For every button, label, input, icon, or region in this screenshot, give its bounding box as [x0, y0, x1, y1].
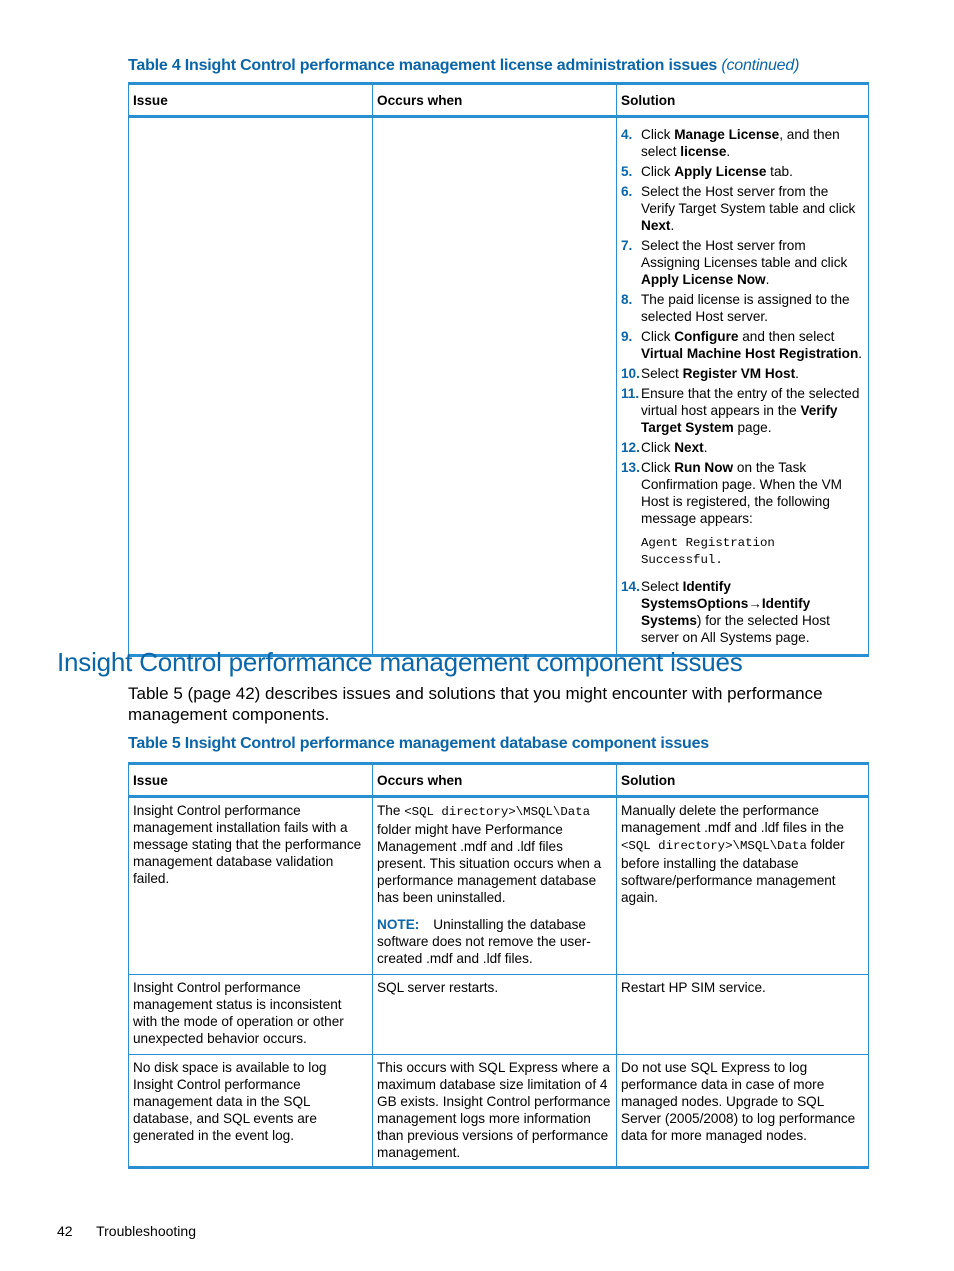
- step-number: 8.: [621, 292, 633, 307]
- step-number: 11.: [621, 386, 640, 401]
- ui-term: Verify Target System: [641, 403, 838, 435]
- step-text: [641, 385, 864, 436]
- issue-cell: Insight Control performance management status is inconsistent with the mode of operation or other unexpected behavior occurs.: [129, 975, 373, 1055]
- ui-term: Next: [641, 218, 671, 233]
- table5-caption: Table 5 Insight Control performance management database component issues: [128, 735, 709, 752]
- table5-header-solution: Solution: [617, 764, 869, 797]
- ui-term: Identify Systems: [641, 579, 731, 611]
- table-row: [129, 1055, 869, 1168]
- note-text: Uninstalling the database software does not remove the user-created .mdf and .ldf files.: [377, 917, 591, 966]
- solution-text-pre: Manually delete the performance management .mdf and .ldf files in the: [621, 803, 844, 835]
- ui-term: Manage License: [674, 127, 780, 142]
- step-text-fragment: page.: [733, 420, 772, 435]
- table4-continued: (continued): [721, 57, 800, 74]
- table4-header-occurs: Occurs when: [373, 84, 617, 117]
- table4-header-issue: Issue: [129, 84, 373, 117]
- list-item: [621, 126, 864, 160]
- step-text-fragment: .: [726, 144, 731, 159]
- step-text: [641, 328, 864, 362]
- occurs-text-pre: The: [377, 803, 405, 818]
- ui-term: Register VM Host: [682, 366, 796, 381]
- ui-term: Run Now: [674, 460, 734, 475]
- list-item: [621, 459, 864, 575]
- table4: [128, 82, 869, 657]
- step-text: [641, 237, 864, 288]
- step-text: [641, 183, 864, 234]
- section-intro: Table 5 (page 42) describes issues and solutions that you might encounter with performance management components.: [128, 684, 823, 724]
- table4-caption: [128, 56, 799, 76]
- step-text: [641, 163, 864, 180]
- step-number: 9.: [621, 329, 633, 344]
- list-item: [621, 183, 864, 234]
- ui-term: Next: [674, 440, 704, 455]
- list-item: [621, 385, 864, 436]
- step-text-fragment: .: [765, 272, 770, 287]
- step-text-fragment: Select the Host server from Assigning Licenses table and click: [641, 238, 848, 270]
- table4-caption-text: Table 4 Insight Control performance management license administration issues: [128, 57, 718, 74]
- step-text-fragment: →: [748, 596, 762, 611]
- solution-cell: Do not use SQL Express to log performance data in case of more managed nodes. Upgrade to SQL Server (2005/2008) to log performance data for more managed nodes.: [617, 1055, 869, 1168]
- ui-term: Identify Systems: [641, 596, 811, 628]
- table5: [128, 762, 869, 1169]
- table4-issue-cell: [129, 117, 373, 656]
- table-row: [129, 797, 869, 975]
- list-item: [621, 237, 864, 288]
- step-text-fragment: .: [703, 440, 708, 455]
- step-text-fragment: Click: [641, 440, 675, 455]
- step-text-fragment: .: [795, 366, 799, 381]
- ui-term: Options: [696, 596, 749, 611]
- note: [377, 916, 612, 967]
- step-text-fragment: The paid license is assigned to the selected Host server.: [641, 292, 850, 324]
- sql-directory-path: <SQL directory>\MSQL\Data: [621, 839, 807, 853]
- table4-occurs-cell: [373, 117, 617, 656]
- note-label: NOTE:: [377, 917, 420, 932]
- step-text-fragment: Select: [641, 366, 683, 381]
- step-text-fragment: .: [858, 346, 863, 361]
- issue-cell: No disk space is available to log Insight Control performance management data in the SQL database, and SQL events are generated in the event log.: [129, 1055, 373, 1168]
- section-title: Insight Control performance management component issues: [57, 647, 743, 677]
- step-text-fragment: Select: [641, 579, 683, 594]
- step-number: 7.: [621, 238, 633, 253]
- table4-header-solution: Solution: [617, 84, 869, 117]
- solution-cell: Restart HP SIM service.: [617, 975, 869, 1055]
- step-number: 14.: [621, 579, 640, 594]
- list-item: [621, 365, 864, 382]
- list-item: [621, 291, 864, 325]
- step-text-fragment: Select the Host server from the Verify Target System table and click: [641, 184, 856, 216]
- step-text-fragment: and then select: [738, 329, 835, 344]
- step-text-fragment: ) for the selected Host server on All Systems page.: [641, 613, 830, 645]
- chapter-name: Troubleshooting: [96, 1223, 196, 1239]
- step-number: 5.: [621, 164, 633, 179]
- ui-term: Virtual Machine Host Registration: [641, 346, 859, 361]
- step-text-fragment: on the Task Confirmation page. When the VM Host is registered, the following message appears:: [641, 460, 842, 526]
- solution-steps-list: [621, 126, 864, 646]
- solution-text-post: folder before installing the database software/performance management again.: [621, 837, 845, 905]
- ui-term: license: [680, 144, 727, 159]
- list-item: [621, 439, 864, 456]
- step-number: 4.: [621, 127, 633, 142]
- step-text: [641, 365, 864, 382]
- step-text-fragment: Click: [641, 164, 675, 179]
- step-text-fragment: tab.: [766, 164, 793, 179]
- step-text: [641, 439, 864, 456]
- step-text: [641, 126, 864, 160]
- step-text: [641, 459, 864, 575]
- occurs-cell: [373, 797, 617, 975]
- step-text-fragment: Ensure that the entry of the selected virtual host appears in the: [641, 386, 860, 418]
- list-item: [621, 163, 864, 180]
- table4-solution-cell: [617, 117, 869, 656]
- step-text-fragment: , and then select: [641, 127, 840, 159]
- step-text-fragment: Click: [641, 127, 675, 142]
- step-number: 12.: [621, 440, 640, 455]
- list-item: [621, 578, 864, 646]
- step-number: 13.: [621, 460, 640, 475]
- table5-header-issue: Issue: [129, 764, 373, 797]
- ui-term: Apply License: [674, 164, 767, 179]
- step-text: [641, 578, 864, 646]
- sql-directory-path: <SQL directory>\MSQL\Data: [404, 805, 591, 819]
- issue-cell: Insight Control performance management installation fails with a message stating that the performance management database validation failed.: [129, 797, 373, 975]
- step-number: 10.: [621, 366, 640, 381]
- step-text-fragment: Click: [641, 329, 675, 344]
- occurs-text-post: folder might have Performance Management .mdf and .ldf files present. This situation occurs when a performance management database has been uninstalled.: [377, 822, 602, 905]
- step-number: 6.: [621, 184, 633, 199]
- occurs-cell: SQL server restarts.: [373, 975, 617, 1055]
- step-text: [641, 291, 864, 325]
- success-message-code: Agent Registration Successful.: [641, 536, 775, 567]
- page-number: 42: [57, 1223, 73, 1239]
- ui-term: Apply License Now: [641, 272, 766, 287]
- ui-term: Configure: [674, 329, 739, 344]
- step-text-fragment: .: [670, 218, 675, 233]
- page-footer: [57, 1222, 196, 1240]
- table-row: [129, 975, 869, 1055]
- step-text-fragment: Click: [641, 460, 675, 475]
- table5-header-occurs: Occurs when: [373, 764, 617, 797]
- occurs-cell: This occurs with SQL Express where a maximum database size limitation of 4 GB exists. Insight Control performance management logs more information than previous versions of performance management.: [373, 1055, 617, 1168]
- list-item: [621, 328, 864, 362]
- solution-cell: [617, 797, 869, 975]
